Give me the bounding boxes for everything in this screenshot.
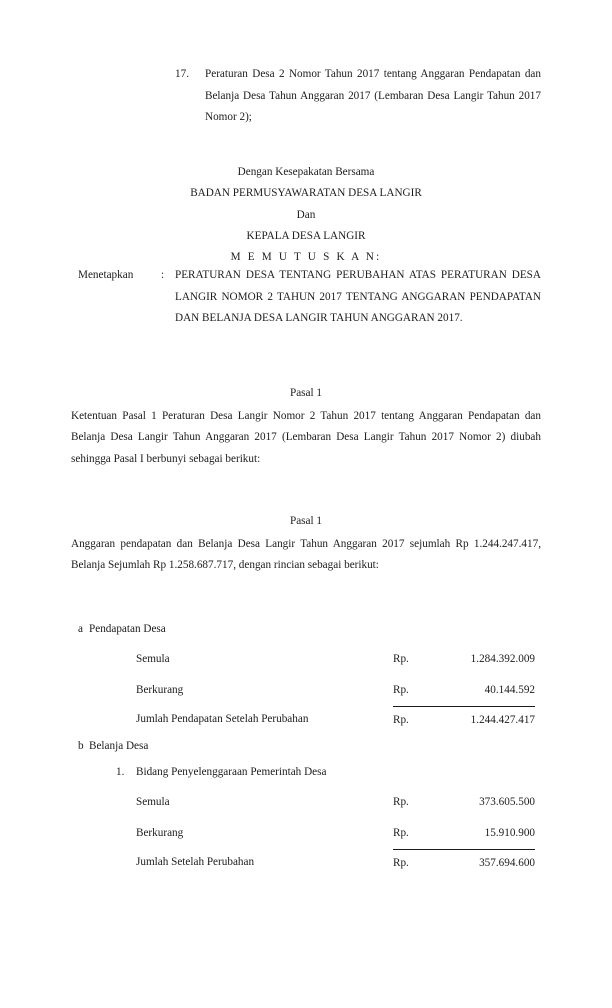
- budget-amount-value: 15.910.900: [484, 827, 535, 839]
- budget-subgroup-header: [71, 759, 541, 785]
- budget-total-value: 1.244.427.417: [429, 706, 535, 733]
- budget-group-title: Pendapatan Desa: [89, 623, 166, 635]
- article-section-2: [71, 511, 541, 577]
- budget-group: [71, 616, 541, 733]
- budget-amount-currency: Rp.: [393, 653, 409, 665]
- budget-amount-label: Berkurang: [136, 684, 184, 696]
- enactment-block: [71, 162, 541, 268]
- budget-group: [71, 733, 541, 876]
- budget-amount-row: [136, 673, 541, 704]
- article-body: Ketentuan Pasal 1 Peraturan Desa Langir Nomor 2 Tahun 2017 tentang Anggaran Pendapatan dan Belanja Desa Langir Tahun Anggaran 2017 (Lembaran Desa Langir Tahun 2017 Nomor 2) diubah sehingga Pasal I berbunyi sebagai berikut:: [71, 409, 541, 465]
- budget-total-currency: Rp.: [393, 706, 429, 733]
- budget-total-label: Jumlah Setelah Perubahan: [136, 856, 255, 868]
- menetapkan-label: Menetapkan: [78, 269, 134, 281]
- budget-breakdown: [71, 616, 541, 876]
- article-heading: Pasal 1: [289, 387, 322, 399]
- budget-total-label: Jumlah Pendapatan Setelah Perubahan: [136, 713, 309, 725]
- budget-subgroup-marker: 1.: [116, 766, 125, 778]
- enactment-conjunction-line: Dan: [296, 208, 316, 221]
- budget-amount-value: 373.605.500: [479, 796, 535, 808]
- article-heading: Pasal 1: [289, 515, 322, 527]
- budget-amount-row: [136, 816, 541, 847]
- article-body: Anggaran pendapatan dan Belanja Desa Langir Tahun Anggaran 2017 sejumlah Rp 1.244.247.417, Belanja Sejumlah Rp 1.258.687.717, dengan rincian sebagai berikut:: [71, 537, 541, 571]
- budget-total-currency: Rp.: [393, 849, 429, 876]
- consideration-text: Peraturan Desa 2 Nomor Tahun 2017 tentang Anggaran Pendapatan dan Belanja Desa Tahun Anggaran 2017 (Lembaran Desa Langir Tahun 2017 Nomor 2);: [205, 68, 541, 123]
- enactment-village-head-line: KEPALA DESA LANGIR: [246, 229, 366, 242]
- enactment-memutuskan-line: M E M U T U S K A N:: [230, 251, 382, 264]
- budget-amount-value: 40.144.592: [484, 684, 535, 696]
- budget-amount-currency: Rp.: [393, 684, 409, 696]
- budget-amount-value: 1.284.392.009: [470, 653, 535, 665]
- budget-amount-label: Semula: [136, 653, 170, 665]
- article-section-1: [71, 383, 541, 470]
- budget-amount-currency: Rp.: [393, 796, 409, 808]
- budget-total-row: [136, 847, 541, 876]
- budget-amount-row: [136, 785, 541, 816]
- budget-amount-row: [136, 642, 541, 673]
- enactment-agreement-line: Dengan Kesepakatan Bersama: [237, 166, 375, 178]
- menetapkan-body: PERATURAN DESA TENTANG PERUBAHAN ATAS PERATURAN DESA LANGIR NOMOR 2 TAHUN 2017 TENTANG ANGGARAN PENDAPATAN DAN BELANJA DESA LANGIR TAHUN ANGGARAN 2017.: [175, 269, 541, 324]
- budget-group-header: [71, 616, 541, 642]
- budget-group-header: [71, 733, 541, 759]
- budget-amount-list: [71, 642, 541, 733]
- consideration-number: 17.: [175, 68, 189, 80]
- budget-amount-list: [71, 785, 541, 876]
- budget-amount-label: Semula: [136, 796, 170, 808]
- budget-amount-label: Berkurang: [136, 827, 184, 839]
- enactment-bpd-line: BADAN PERMUSYAWARATAN DESA LANGIR: [190, 187, 422, 200]
- consideration-item: [175, 64, 541, 129]
- menetapkan-block: [78, 265, 541, 330]
- budget-group-title: Belanja Desa: [89, 740, 149, 752]
- budget-subgroup-title: Bidang Penyelenggaraan Pemerintah Desa: [136, 766, 327, 778]
- budget-amount-currency: Rp.: [393, 827, 409, 839]
- budget-group-marker: a: [78, 623, 83, 635]
- budget-total-row: [136, 704, 541, 733]
- menetapkan-colon: :: [161, 269, 165, 281]
- budget-group-marker: b: [78, 740, 84, 752]
- budget-total-value: 357.694.600: [429, 849, 535, 876]
